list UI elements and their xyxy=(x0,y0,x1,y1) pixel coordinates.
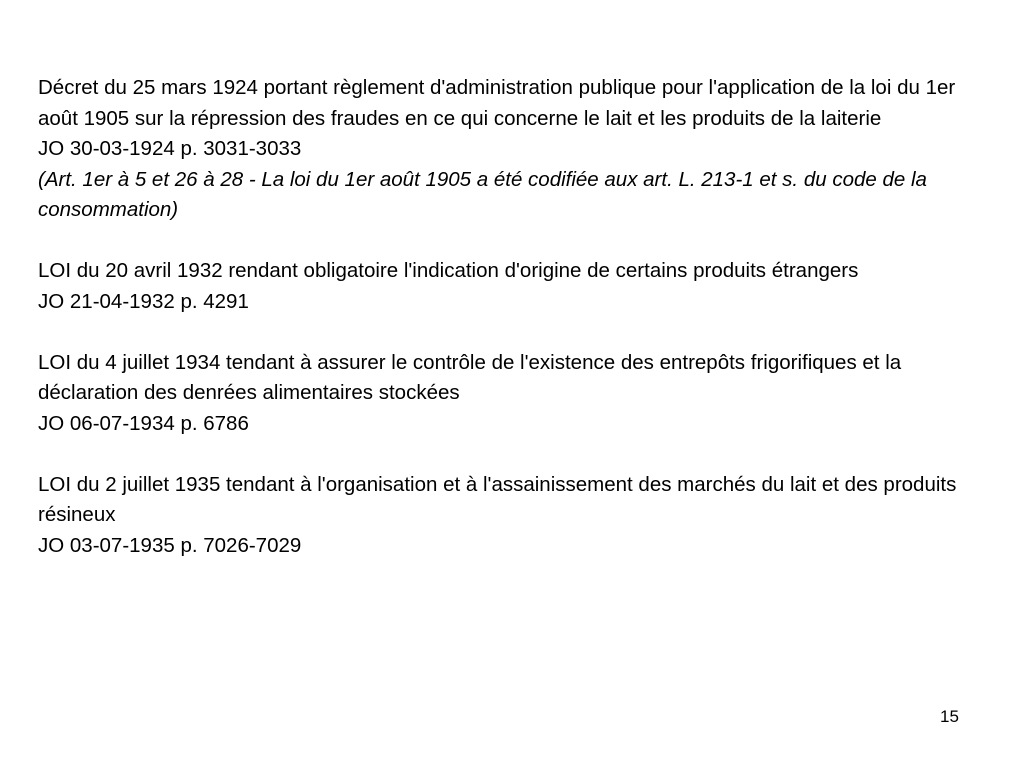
entry-title: Décret du 25 mars 1924 portant règlement d'administration publique pour l'application de la loi du 1er août 1905 sur la répression des fraudes en ce qui concerne le lait et les produits de la laiterie xyxy=(38,76,956,130)
legal-entry-loi-1934 xyxy=(38,348,988,440)
entry-title: LOI du 20 avril 1932 rendant obligatoire l'indication d'origine de certains produits étrangers xyxy=(38,259,859,282)
legal-references-list xyxy=(38,73,988,592)
entry-reference: JO 06-07-1934 p. 6786 xyxy=(38,411,249,435)
legal-entry-loi-1932 xyxy=(38,256,988,317)
page-number: 15 xyxy=(940,707,959,726)
entry-reference: JO 21-04-1932 p. 4291 xyxy=(38,289,249,313)
entry-title: LOI du 2 juillet 1935 tendant à l'organisation et à l'assainissement des marchés du lait et des produits résineux xyxy=(38,472,957,526)
entry-title: LOI du 4 juillet 1934 tendant à assurer le contrôle de l'existence des entrepôts frigorifiques et la déclaration des denrées alimentaires stockées xyxy=(38,350,902,404)
legal-entry-decret-1924 xyxy=(38,73,988,226)
entry-note: (Art. 1er à 5 et 26 à 28 - La loi du 1er août 1905 a été codifiée aux art. L. 213-1 et s. du code de la consommation) xyxy=(38,167,927,221)
entry-reference: JO 30-03-1924 p. 3031-3033 xyxy=(38,137,302,160)
entry-reference: JO 03-07-1935 p. 7026-7029 xyxy=(38,533,302,557)
legal-entry-loi-1935 xyxy=(38,470,988,562)
